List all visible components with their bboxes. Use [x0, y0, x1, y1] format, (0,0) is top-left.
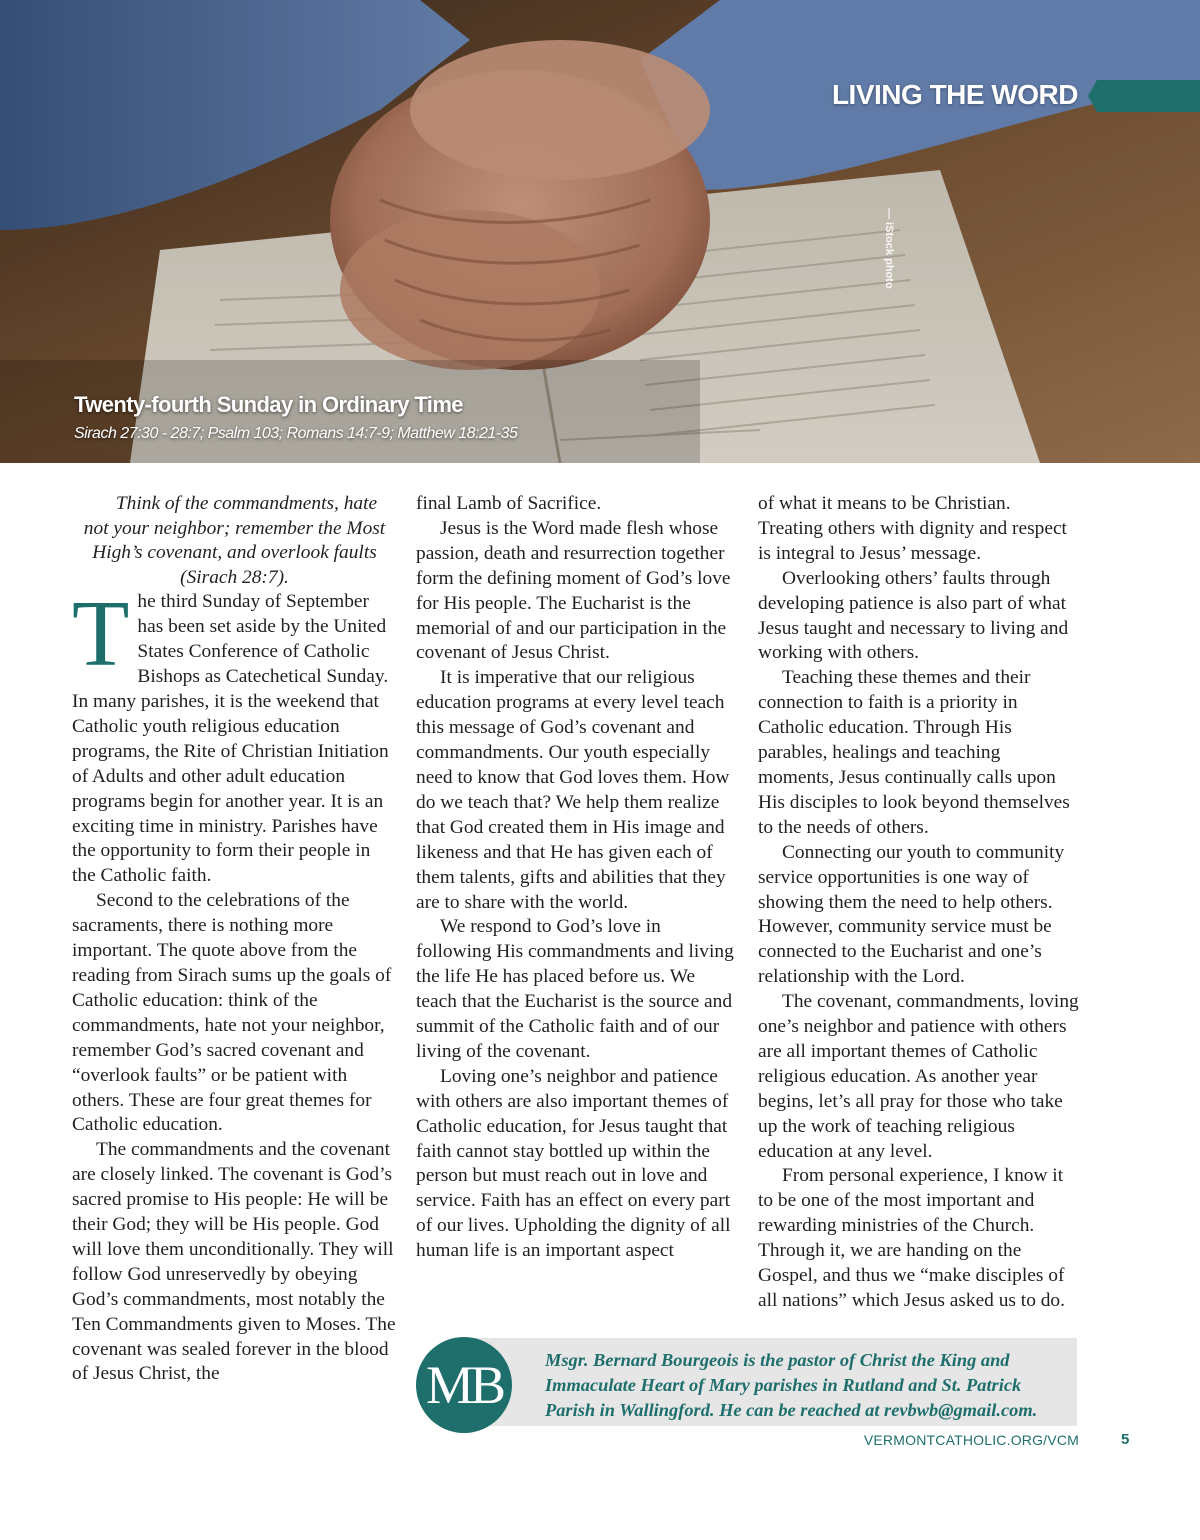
body-paragraph: The commandments and the covenant are closely linked. The covenant is God’s sacred promise to His people: He will be their God; they will be His people. God will love them unconditionally. They will follow God unreservedly by obeying God’s commandments, most notably the Ten Commandments given to Moses. The covenant was sealed forever in the blood of Jesus Christ, the: [72, 1139, 396, 1385]
body-paragraph: Jesus is the Word made flesh whose passion, death and resurrection together form the defining moment of God’s love for His people. The Eucharist is the memorial of and our participation in the covenant of Jesus Christ.: [416, 517, 731, 664]
section-title: LIVING THE WORD: [831, 79, 1078, 110]
section-tab-marker: [1088, 80, 1200, 112]
body-paragraph-continued: final Lamb of Sacrifice.: [416, 493, 602, 514]
body-paragraph: It is imperative that our religious education programs at every level teach this message of God’s covenant and commandments. Our youth especially need to know that God loves them. How do we teach that? We help them realize that God created them in His image and likeness and that He has given each of them talents, gifts and abilities that they are to share with the world.: [416, 667, 730, 913]
body-paragraph: From personal experience, I know it to be one of the most important and rewarding ministries of the Church. Through it, we are handing on the Gospel, and thus we “make disciples of all nations” which Jesus asked us to do.: [758, 1165, 1065, 1311]
lead-paragraph-text: he third Sunday of September has been set aside by the United States Conference of Catholic Bishops as Catechetical Sunday. In many parishes, it is the weekend that Catholic youth religious education programs, the Rite of Christian Initiation of Adults and other adult education programs begin for another year. It is an exciting time in ministry. Parishes have the opportunity to form their people in the Catholic faith.: [72, 591, 389, 887]
column-1: [72, 492, 397, 1387]
footer-website: VERMONTCATHOLIC.ORG/VCM: [863, 1432, 1079, 1448]
photo-credit: — iStock photo: [883, 208, 895, 289]
epigraph-quote: Think of the commandments, hate not your neighbor; remember the Most High’s covenant, and overlook faults (Sirach 28:7).: [83, 493, 386, 588]
drop-cap: T: [72, 582, 130, 687]
hero-photo: [0, 0, 1200, 463]
body-paragraph: Connecting our youth to community service opportunities is one way of showing them the need to help others. However, community service must be connected to the Eucharist and one’s relationship with the Lord.: [758, 841, 1065, 988]
body-paragraph: We respond to God’s love in following His commandments and living the life He has placed before us. We teach that the Eucharist is the source and summit of the Catholic faith and of our living of the covenant.: [416, 916, 734, 1062]
body-paragraph: The covenant, commandments, loving one’s neighbor and patience with others are all important themes of Catholic religious education. As another year begins, let’s all pray for those who take up the work of teaching religious education at any level.: [758, 991, 1079, 1162]
body-paragraph: Second to the celebrations of the sacraments, there is nothing more important. The quote above from the reading from Sirach sums up the goals of Catholic education: think of the commandments, hate not your neighbor, remember God’s sacred covenant and “overlook faults” or be patient with others. These are four great themes for Catholic education.: [72, 890, 392, 1136]
column-2: [416, 492, 738, 1264]
column-3: [758, 492, 1080, 1314]
scripture-readings: Sirach 27:30 - 28:7; Psalm 103; Romans 14:7-9; Matthew 18:21-35: [74, 425, 518, 442]
author-initials-logo: MB: [416, 1337, 512, 1433]
body-paragraph: Teaching these themes and their connection to faith is a priority in Catholic education. Through His parables, healings and teaching moments, Jesus continually calls upon His disciples to look beyond themselves to the needs of others.: [758, 667, 1070, 838]
page-number: 5: [1121, 1431, 1130, 1448]
liturgical-day-title: Twenty-fourth Sunday in Ordinary Time: [74, 392, 463, 417]
author-bio: Msgr. Bernard Bourgeois is the pastor of Christ the King and Immaculate Heart of Mary parishes in Rutland and St. Patrick Parish in Wallingford. He can be reached at revbwb@gmail.com.: [545, 1350, 1038, 1420]
body-paragraph: Loving one’s neighbor and patience with others are also important themes of Catholic education, for Jesus taught that faith cannot stay bottled up within the person but must reach out in love and service. Faith has an effect on every part of our lives. Upholding the dignity of all human life is an important aspect: [416, 1065, 731, 1262]
body-paragraph-continued: of what it means to be Christian. Treating others with dignity and respect is integral to Jesus’ message.: [758, 493, 1067, 564]
lead-paragraph: [72, 582, 397, 889]
body-paragraph: Overlooking others’ faults through developing patience is also part of what Jesus taught and necessary to living and working with others.: [758, 567, 1069, 664]
